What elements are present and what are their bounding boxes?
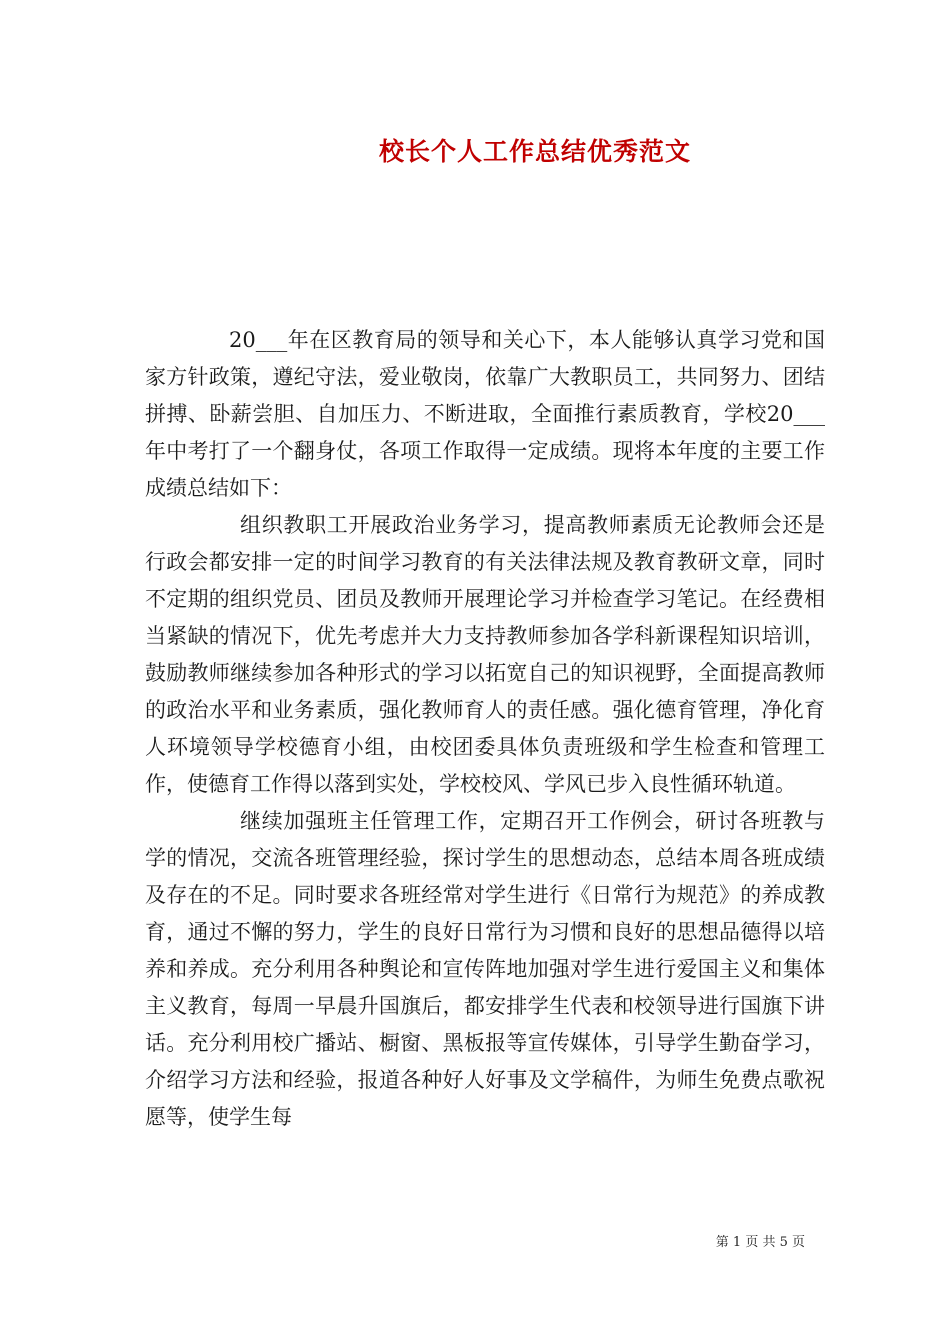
document-title: 校长个人工作总结优秀范文 (378, 137, 691, 166)
document-body (145, 322, 825, 1136)
paragraph-class-management: 继续加强班主任管理工作，定期召开工作例会，研讨各班教与学的情况，交流各班管理经验，探讨学生的思想动态，总结本周各班成绩及存在的不足。同时要求各班经常对学生进行《日常行为规范》的养成教育，通过不懈的努力，学生的良好日常行为习惯和良好的思想品德得以培养和养成。充分利用各种舆论和宣传阵地加强对学生进行爱国主义和集体主义教育，每周一早晨升国旗后，都安排学生代表和校领导进行国旗下讲话。充分利用校广播站、橱窗、黑板报等宣传媒体，引导学生勤奋学习，介绍学习方法和经验，报道各种好人好事及文学稿件，为师生免费点歌祝愿等，使学生每 (145, 809, 825, 1129)
paragraph-political-study: 组织教职工开展政治业务学习，提高教师素质无论教师会还是行政会都安排一定的时间学习教育的有关法律法规及教育教研文章，同时不定期的组织党员、团员及教师开展理论学习并检查学习笔记。在经费相当紧缺的情况下，优先考虑并大力支持教师参加各学科新课程知识培训，鼓励教师继续参加各种形式的学习以拓宽自己的知识视野，全面提高教师的政治水平和业务素质，强化教师育人的责任感。强化德育管理，净化育人环境领导学校德育小组，由校团委具体负责班级和学生检查和管理工作，使德育工作得以落到实处，学校校风、学风已步入良性循环轨道。 (145, 513, 825, 796)
paragraph-intro: 20___年在区教育局的领导和关心下，本人能够认真学习党和国家方针政策，遵纪守法，爱业敬岗，依靠广大教职员工，共同努力、团结拼搏、卧薪尝胆、自加压力、不断进取，全面推行素质教育，学校20___年中考打了一个翻身仗，各项工作取得一定成绩。现将本年度的主要工作成绩总结如下： (145, 328, 825, 500)
page-number: 第 1 页 共 5 页 (715, 1235, 805, 1250)
